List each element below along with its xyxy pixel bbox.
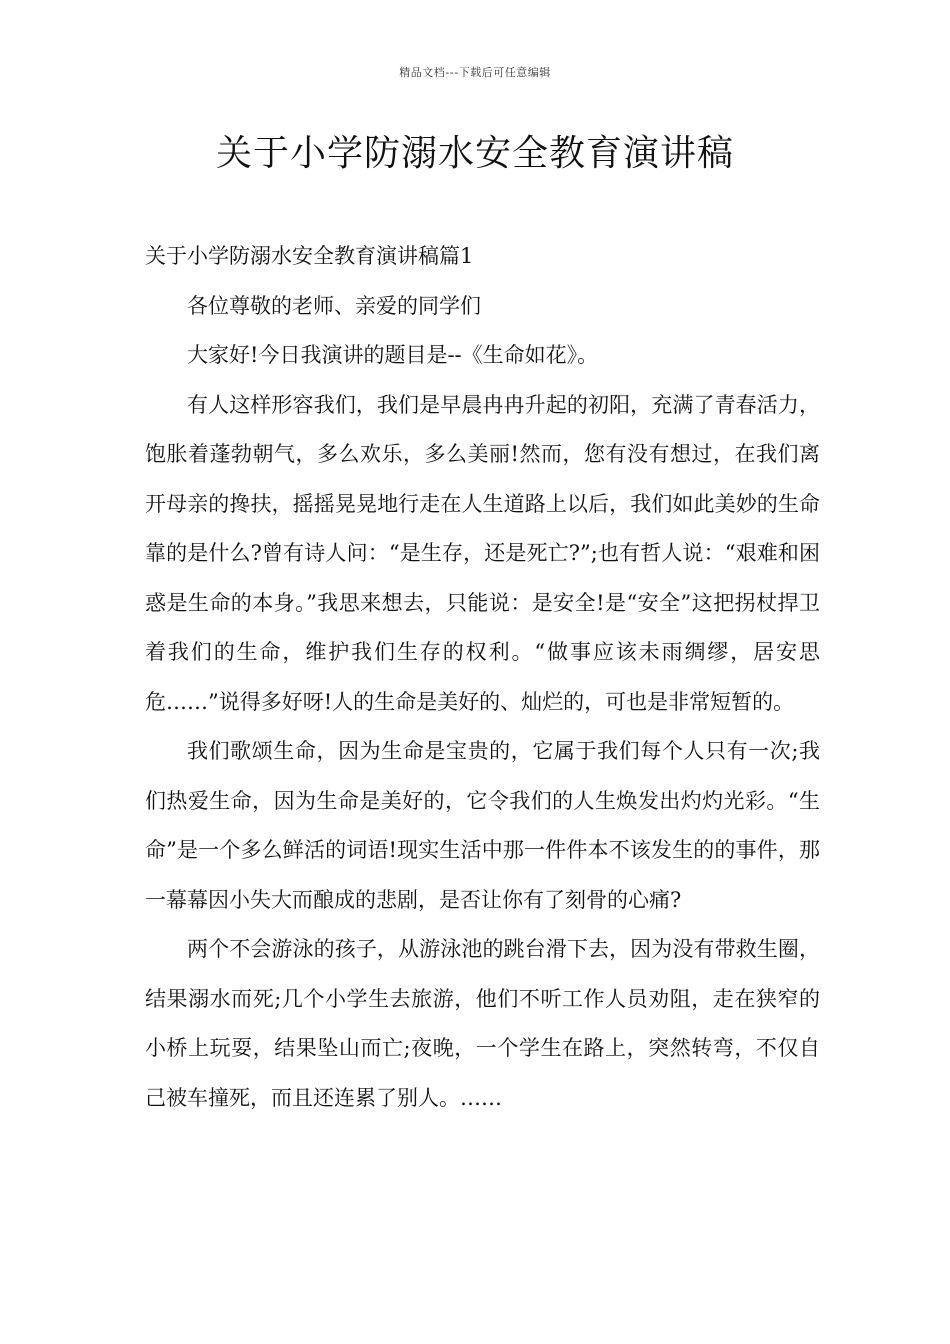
document-body: [145, 232, 820, 1123]
paragraph-body: 两个不会游泳的孩子，从游泳池的跳台滑下去，因为没有带救生圈，结果溺水而死;几个小学生去旅游，他们不听工作人员劝阻，走在狭窄的小桥上玩耍，结果坠山而亡;夜晚，一个学生在路上，突然转弯，不仅自己被车撞死，而且还连累了别人。……: [145, 937, 820, 1110]
paragraph-intro: 大家好!今日我演讲的题目是--《生命如花》。: [187, 343, 599, 367]
paragraph-greeting: 各位尊敬的老师、亲爱的同学们: [187, 293, 481, 318]
paragraph-body: 有人这样形容我们，我们是早晨冉冉升起的初阳，充满了青春活力，饱胀着蓬勃朝气，多么欢乐，多么美丽!然而，您有没有想过，在我们离开母亲的搀扶，摇摇晃晃地行走在人生道路上以后，我们如此美妙的生命靠的是什么?曾有诗人问：“是生存，还是死亡?”;也有哲人说：“艰难和困惑是生命的本身。”我思来想去，只能说：是安全!是“安全”这把拐杖捍卫着我们的生命，维护我们生存的权利。“做事应该未雨绸缪，居安思危……”说得多好呀!人的生命是美好的、灿烂的，可也是非常短暂的。: [145, 392, 820, 714]
section-heading: 关于小学防溺水安全教育演讲稿篇1: [145, 244, 474, 268]
paragraph-body: 我们歌颂生命，因为生命是宝贵的，它属于我们每个人只有一次;我们热爱生命，因为生命是美好的，它令我们的人生焕发出灼灼光彩。“生命”是一个多么鲜活的词语!现实生活中那一件件本不该发生的的事件，那一幕幕因小失大而酿成的悲剧，是否让你有了刻骨的心痛?: [145, 739, 820, 912]
header-note: 精品文档---下载后可任意编辑: [399, 66, 551, 79]
document-title: 关于小学防溺水安全教育演讲稿: [215, 133, 734, 174]
